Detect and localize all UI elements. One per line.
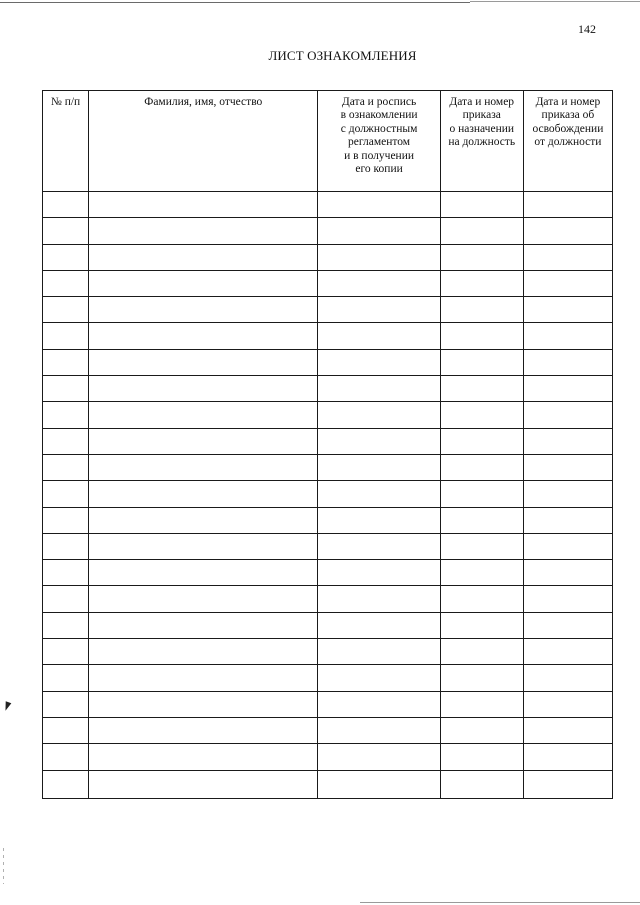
cell-signature xyxy=(318,481,440,507)
header-number-label: № п/п xyxy=(50,96,81,108)
cell-num xyxy=(43,586,89,612)
cell-appointment xyxy=(440,218,523,244)
cell-signature xyxy=(318,612,440,638)
page-title: ЛИСТ ОЗНАКОМЛЕНИЯ xyxy=(268,48,417,63)
cell-release xyxy=(523,507,612,533)
cell-appointment xyxy=(440,428,523,454)
cell-release xyxy=(523,428,612,454)
table-row xyxy=(43,717,613,743)
table-row xyxy=(43,612,613,638)
cell-appointment xyxy=(440,717,523,743)
cell-num xyxy=(43,244,89,270)
header-signature-date-label: Дата и роспись в ознакомлении с должностным регламентом и в получении его копии xyxy=(340,96,418,176)
cell-release xyxy=(523,665,612,691)
cell-num xyxy=(43,770,89,798)
cell-name xyxy=(89,244,318,270)
cell-release xyxy=(523,481,612,507)
cell-signature xyxy=(318,428,440,454)
table-row xyxy=(43,691,613,717)
cell-appointment xyxy=(440,297,523,323)
cell-name xyxy=(89,560,318,586)
header-number xyxy=(43,91,89,192)
cell-num xyxy=(43,612,89,638)
cell-appointment xyxy=(440,270,523,296)
cell-num xyxy=(43,349,89,375)
cell-appointment xyxy=(440,744,523,770)
cell-name xyxy=(89,376,318,402)
page-number: 142 xyxy=(578,22,596,36)
cell-appointment xyxy=(440,192,523,218)
table-row xyxy=(43,402,613,428)
cell-release xyxy=(523,270,612,296)
cell-name xyxy=(89,533,318,559)
cell-name xyxy=(89,192,318,218)
cell-signature xyxy=(318,270,440,296)
cell-name xyxy=(89,402,318,428)
header-full-name-label: Фамилия, имя, отчество xyxy=(144,96,263,108)
cell-signature xyxy=(318,297,440,323)
cell-signature xyxy=(318,402,440,428)
cell-num xyxy=(43,454,89,480)
top-scan-line-right xyxy=(470,1,640,2)
bottom-scan-line xyxy=(360,902,640,903)
scan-edge-dots xyxy=(3,848,4,884)
cell-num xyxy=(43,376,89,402)
cell-release xyxy=(523,586,612,612)
table-row xyxy=(43,770,613,798)
cell-num xyxy=(43,218,89,244)
cell-num xyxy=(43,691,89,717)
table-row xyxy=(43,428,613,454)
cell-signature xyxy=(318,560,440,586)
table-row xyxy=(43,560,613,586)
cell-release xyxy=(523,533,612,559)
cell-num xyxy=(43,481,89,507)
table-row xyxy=(43,744,613,770)
cell-release xyxy=(523,691,612,717)
cell-num xyxy=(43,323,89,349)
cell-signature xyxy=(318,244,440,270)
cell-signature xyxy=(318,770,440,798)
cell-name xyxy=(89,639,318,665)
cell-release xyxy=(523,612,612,638)
cell-num xyxy=(43,533,89,559)
cell-appointment xyxy=(440,612,523,638)
cell-appointment xyxy=(440,560,523,586)
cell-signature xyxy=(318,717,440,743)
cell-name xyxy=(89,349,318,375)
cell-name xyxy=(89,770,318,798)
cell-appointment xyxy=(440,586,523,612)
cell-signature xyxy=(318,533,440,559)
cell-num xyxy=(43,560,89,586)
cell-name xyxy=(89,717,318,743)
cell-name xyxy=(89,481,318,507)
cell-release xyxy=(523,349,612,375)
table-row xyxy=(43,270,613,296)
cell-release xyxy=(523,192,612,218)
cell-release xyxy=(523,323,612,349)
table-row xyxy=(43,481,613,507)
cell-signature xyxy=(318,323,440,349)
cell-num xyxy=(43,665,89,691)
cell-release xyxy=(523,639,612,665)
cell-name xyxy=(89,744,318,770)
cell-name xyxy=(89,665,318,691)
cell-appointment xyxy=(440,691,523,717)
header-full-name xyxy=(89,91,318,192)
table-row xyxy=(43,639,613,665)
header-release-order xyxy=(523,91,612,192)
cell-name xyxy=(89,507,318,533)
table-row xyxy=(43,454,613,480)
cell-name xyxy=(89,612,318,638)
header-appointment-order xyxy=(440,91,523,192)
cell-release xyxy=(523,717,612,743)
cell-signature xyxy=(318,507,440,533)
scan-margin-mark xyxy=(3,701,12,712)
cell-signature xyxy=(318,665,440,691)
cell-appointment xyxy=(440,376,523,402)
acknowledgement-table xyxy=(42,90,613,799)
table-row xyxy=(43,297,613,323)
cell-name xyxy=(89,428,318,454)
table-row xyxy=(43,533,613,559)
cell-name xyxy=(89,218,318,244)
cell-signature xyxy=(318,218,440,244)
cell-num xyxy=(43,402,89,428)
cell-name xyxy=(89,297,318,323)
table-row xyxy=(43,376,613,402)
cell-appointment xyxy=(440,349,523,375)
cell-appointment xyxy=(440,533,523,559)
cell-release xyxy=(523,244,612,270)
table-row xyxy=(43,507,613,533)
cell-signature xyxy=(318,454,440,480)
cell-release xyxy=(523,560,612,586)
cell-release xyxy=(523,770,612,798)
table-row xyxy=(43,218,613,244)
cell-signature xyxy=(318,586,440,612)
cell-release xyxy=(523,297,612,323)
cell-num xyxy=(43,639,89,665)
cell-appointment xyxy=(440,507,523,533)
header-appointment-order-label: Дата и номер приказа о назначении на должность xyxy=(448,96,516,149)
table-row xyxy=(43,665,613,691)
table-row xyxy=(43,192,613,218)
cell-num xyxy=(43,428,89,454)
cell-appointment xyxy=(440,244,523,270)
cell-num xyxy=(43,192,89,218)
cell-appointment xyxy=(440,665,523,691)
table-row xyxy=(43,244,613,270)
cell-num xyxy=(43,717,89,743)
cell-name xyxy=(89,691,318,717)
cell-appointment xyxy=(440,770,523,798)
header-release-order-label: Дата и номер приказа об освобождении от должности xyxy=(532,96,604,149)
cell-release xyxy=(523,454,612,480)
cell-signature xyxy=(318,691,440,717)
table-row xyxy=(43,323,613,349)
cell-appointment xyxy=(440,323,523,349)
table-row xyxy=(43,349,613,375)
cell-release xyxy=(523,744,612,770)
cell-signature xyxy=(318,639,440,665)
cell-appointment xyxy=(440,402,523,428)
cell-appointment xyxy=(440,639,523,665)
cell-name xyxy=(89,586,318,612)
table-header-row xyxy=(43,91,613,192)
cell-signature xyxy=(318,744,440,770)
cell-signature xyxy=(318,376,440,402)
cell-appointment xyxy=(440,454,523,480)
cell-release xyxy=(523,402,612,428)
cell-release xyxy=(523,376,612,402)
cell-num xyxy=(43,744,89,770)
cell-name xyxy=(89,454,318,480)
cell-name xyxy=(89,270,318,296)
cell-name xyxy=(89,323,318,349)
cell-num xyxy=(43,270,89,296)
table-row xyxy=(43,586,613,612)
cell-signature xyxy=(318,349,440,375)
cell-num xyxy=(43,297,89,323)
cell-appointment xyxy=(440,481,523,507)
cell-signature xyxy=(318,192,440,218)
table-body xyxy=(43,192,613,799)
cell-num xyxy=(43,507,89,533)
header-signature-date xyxy=(318,91,440,192)
top-scan-line xyxy=(0,2,470,3)
cell-release xyxy=(523,218,612,244)
